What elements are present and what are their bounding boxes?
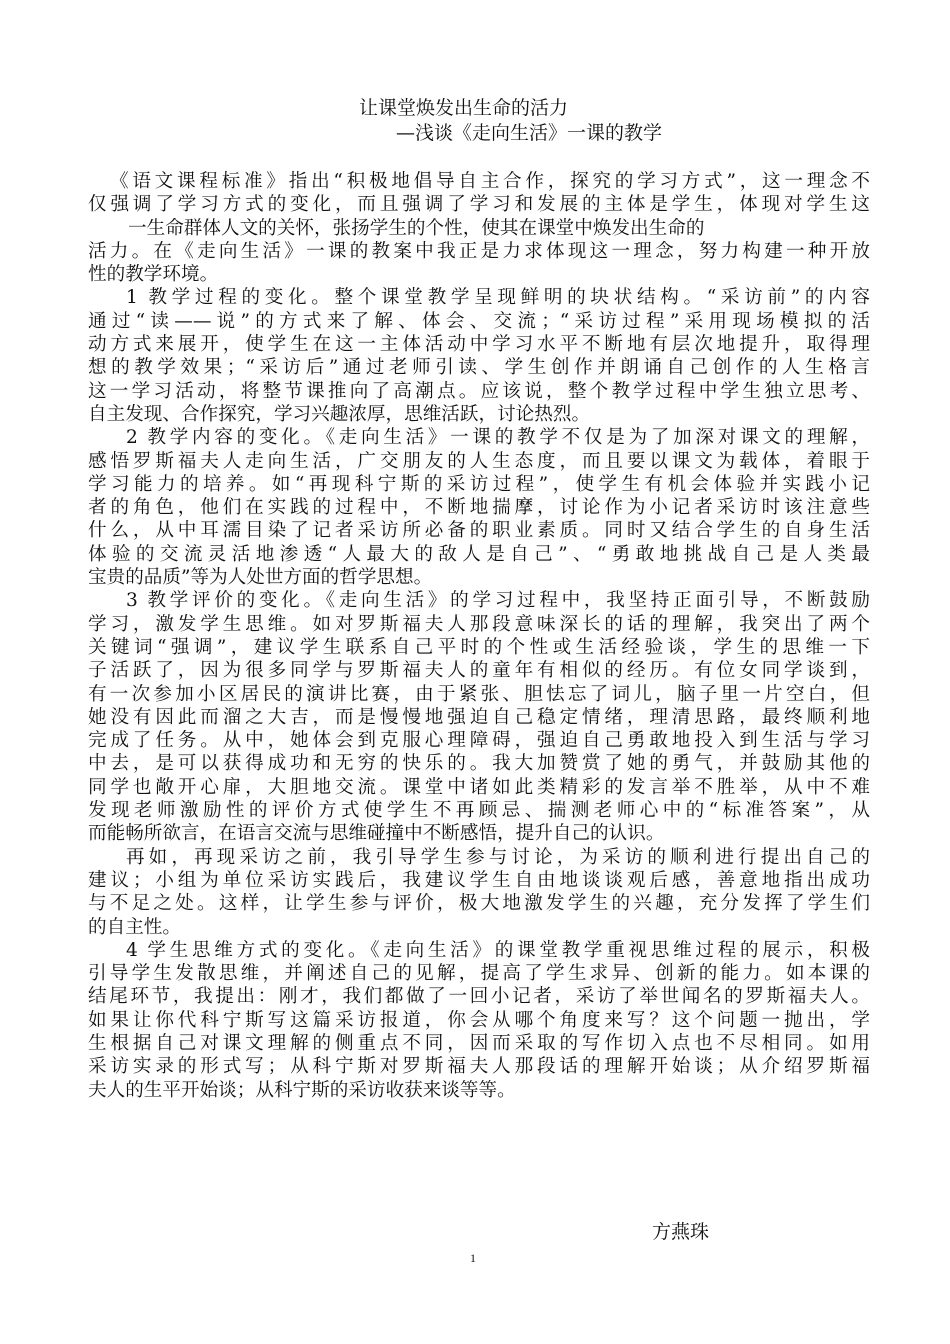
paragraph-intro <box>88 170 870 286</box>
text-line: 1 教学过程的变化。整个课堂教学呈现鲜明的块状结构。“采访前”的内容 <box>126 287 870 309</box>
article-subtitle: —浅谈《走向生活》一课的教学 <box>396 122 663 144</box>
text-line: 活力。在《走向生活》一课的教案中我正是力求体现这一理念，努力构建一种开放 <box>88 240 870 262</box>
text-line: 夫人的生平开始谈；从科宁斯的采访收获来谈等等。 <box>88 1079 516 1101</box>
text-line: 生根据自己对课文理解的侧重点不同，因而采取的写作切入点也不尽相同。如用 <box>88 1032 870 1054</box>
text-line: 与不足之处。这样，让学生参与评价，极大地激发学生的兴趣，充分发挥了学生们 <box>88 893 870 915</box>
text-line: 自主发现、合作探究，学习兴趣浓厚，思维活跃，讨论热烈。 <box>88 403 591 425</box>
text-line: 同学也敞开心扉，大胆地交流。课堂中诸如此类精彩的发言举不胜举，从中不难 <box>88 776 870 798</box>
text-line: 完成了任务。从中，她体会到克服心理障碍，强迫自己勇敢地投入到生活与学习 <box>88 730 870 752</box>
text-line: 2 教学内容的变化。《走向生活》一课的教学不仅是为了加深对课文的理解， <box>126 427 870 449</box>
text-line: 发现老师激励性的评价方式使学生不再顾忌、揣测老师心中的“标准答案”，从 <box>88 800 870 822</box>
text-line: 体验的交流灵活地渗透“人最大的敌人是自己”、“勇敢地挑战自己是人类最 <box>88 543 870 565</box>
text-line: 学习，激发学生思维。如对罗斯福夫人那段意味深长的话的理解，我突出了两个 <box>88 613 870 635</box>
text-line: 采访实录的形式写；从科宁斯对罗斯福夫人那段话的理解开始谈；从介绍罗斯福 <box>88 1056 870 1078</box>
text-line: 如果让你代科宁斯写这篇采访报道，你会从哪个角度来写？这个问题一抛出，学 <box>88 1009 870 1031</box>
text-line: 仅强调了学习方式的变化，而且强调了学习和发展的主体是学生，体现对学生这 <box>88 194 870 216</box>
text-line: 中去，是可以获得成功和无穷的快乐的。我大加赞赏了她的勇气，并鼓励其他的 <box>88 753 870 775</box>
paragraph-evaluation <box>88 589 870 845</box>
text-line: 性的教学环境。 <box>88 264 219 286</box>
text-line: 者的角色，他们在实践的过程中，不断地揣摩，讨论作为小记者采访时该注意些 <box>88 497 870 519</box>
text-line: 子活跃了，因为很多同学与罗斯福夫人的童年有相似的经历。有位女同学谈到， <box>88 660 870 682</box>
paragraph-thinking <box>88 939 870 1102</box>
text-line: 感悟罗斯福夫人走向生活，广交朋友的人生态度，而且要以课文为载体，着眼于 <box>88 450 870 472</box>
paragraph-process <box>88 286 870 426</box>
text-line: 学习能力的培养。如“再现科宁斯的采访过程”，使学生有机会体验并实践小记 <box>88 473 870 495</box>
text-line: 的自主性。 <box>88 916 181 938</box>
page-number: 1 <box>470 1251 476 1265</box>
text-line: 建议；小组为单位采访实践后，我建议学生自由地谈谈观后感，善意地指出成功 <box>88 869 870 891</box>
text-line: 她没有因此而溜之大吉，而是慢慢地强迫自己稳定情绪，理清思路，最终顺利地 <box>88 706 870 728</box>
text-line: 再如，再现采访之前，我引导学生参与讨论，为采访的顺利进行提出自己的 <box>126 846 870 868</box>
author-name: 方燕珠 <box>652 1221 710 1243</box>
text-line: 《语文课程标准》指出“积极地倡导自主合作，探究的学习方式”，这一理念不 <box>110 171 870 192</box>
text-line: 而能畅所欲言，在语言交流与思维碰撞中不断感悟，提升自己的认识。 <box>88 823 665 845</box>
text-line: 有一次参加小区居民的演讲比赛，由于紧张、胆怯忘了词儿，脑子里一片空白，但 <box>88 683 870 705</box>
text-line: 一生命群体人文的关怀，张扬学生的个性，使其在课堂中焕发出生命的 <box>128 217 705 239</box>
article-body <box>88 170 870 1102</box>
text-line: 结尾环节，我提出：刚才，我们都做了一回小记者，采访了举世闻名的罗斯福夫人。 <box>88 986 870 1008</box>
text-line: 通过“读——说”的方式来了解、体会、交流；“采访过程”采用现场模拟的活 <box>88 310 870 332</box>
paragraph-content <box>88 426 870 589</box>
text-line: 动方式来展开，使学生在这一主体活动中学习水平不断地有层次地提升，取得理 <box>88 334 870 356</box>
text-line: 什么，从中耳濡目染了记者采访所必备的职业素质。同时又结合学生的自身生活 <box>88 520 870 542</box>
text-line: 这一学习活动，将整节课推向了高潮点。应该说，整个教学过程中学生独立思考、 <box>88 380 870 402</box>
text-line: 4 学生思维方式的变化。《走向生活》的课堂教学重视思维过程的展示，积极 <box>126 939 870 961</box>
text-line: 关键词“强调”，建议学生联系自己平时的个性或生活经验谈，学生的思维一下 <box>88 636 870 658</box>
text-line: 引导学生发散思维，并阐述自己的见解，提高了学生求异、创新的能力。如本课的 <box>88 963 870 985</box>
text-line: 宝贵的品质”等为人处世方面的哲学思想。 <box>88 567 433 589</box>
text-line: 想的教学效果；“采访后”通过老师引读、学生创作并朗诵自己创作的人生格言 <box>88 357 870 379</box>
text-line: 3 教学评价的变化。《走向生活》的学习过程中，我坚持正面引导，不断鼓励 <box>126 590 870 612</box>
paragraph-example <box>88 846 870 939</box>
article-title: 让课堂焕发出生命的活力 <box>359 97 569 119</box>
